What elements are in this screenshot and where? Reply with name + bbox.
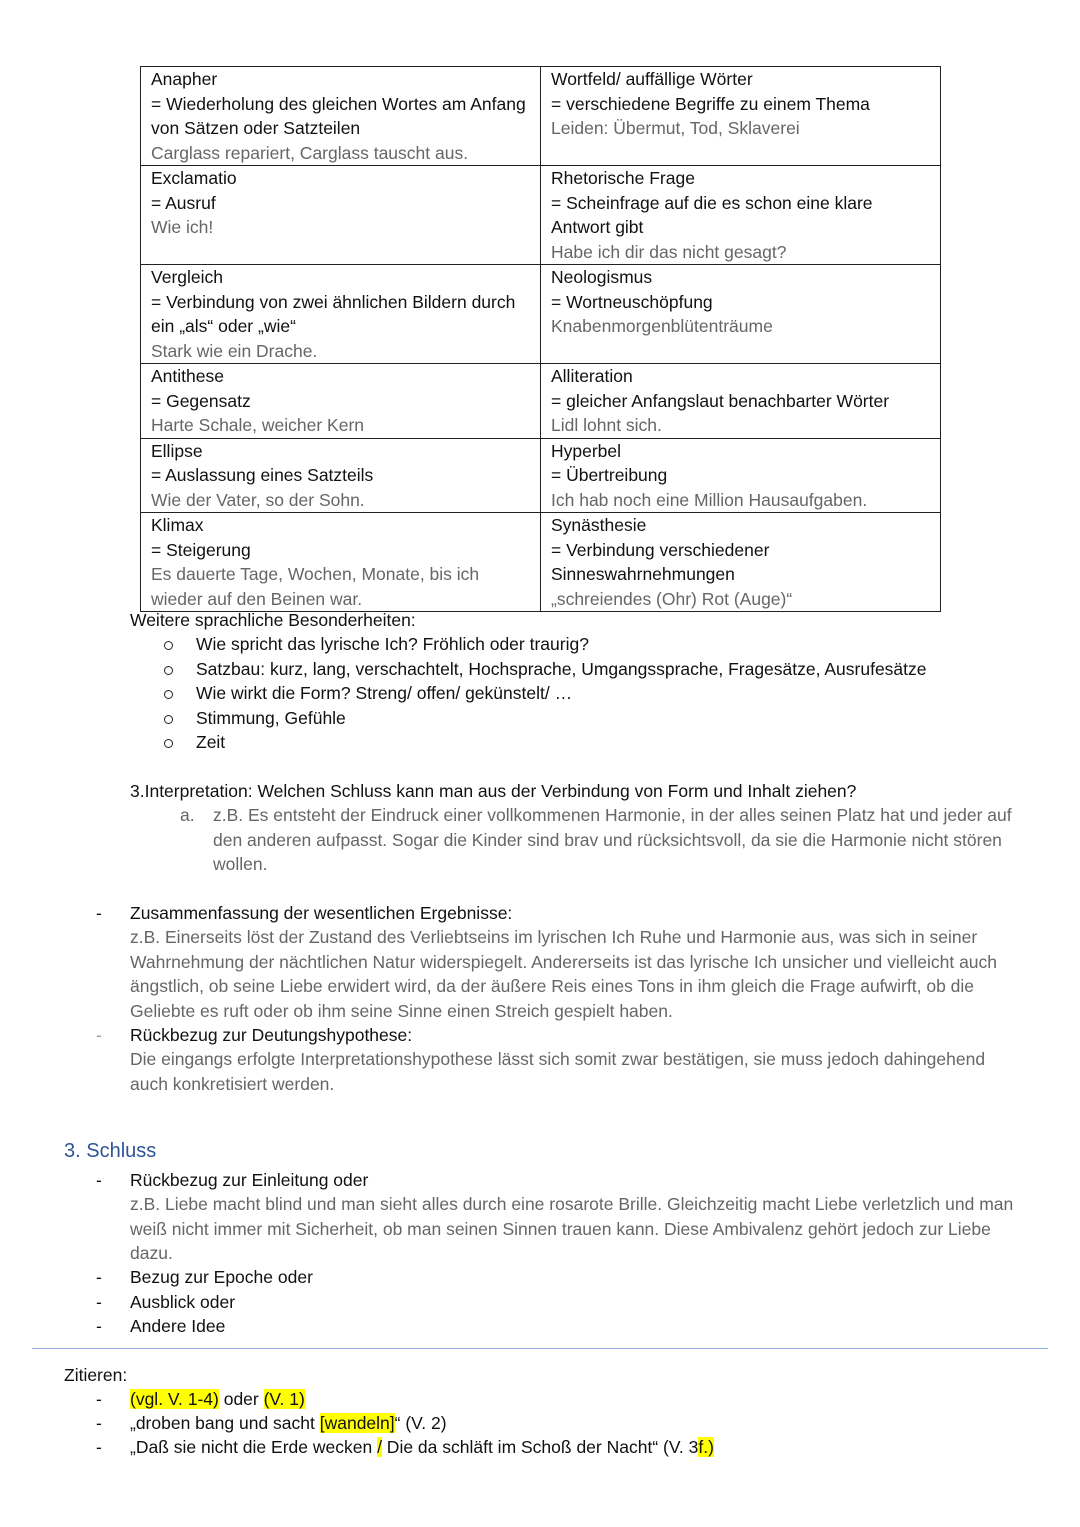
- dash-bullet: -: [96, 903, 102, 923]
- further-feature-text: Wie spricht das lyrische Ich? Fröhlich oder traurig?: [196, 634, 589, 654]
- device-example: Wie der Vater, so der Sohn.: [151, 489, 365, 510]
- dash-bullet: -: [96, 1413, 102, 1433]
- citation-text: Die da schläft im Schoß der Nacht“ (V. 3: [381, 1437, 699, 1457]
- dash-bullet: -: [96, 1170, 102, 1190]
- citing-title: Zitieren:: [64, 1365, 128, 1385]
- device-term: Hyperbel: [551, 440, 622, 461]
- device-example: Wie ich!: [151, 217, 214, 237]
- dash-bullet: -: [96, 1025, 102, 1045]
- device-definition: = Verbindung verschiedener Sinneswahrnehmungen: [551, 539, 770, 584]
- citation-text: „Daß sie nicht die Erde wecken: [130, 1437, 378, 1457]
- conclusion-item: Bezug zur Epoche oder: [130, 1267, 313, 1287]
- highlighted-citation: (V. 1): [263, 1389, 305, 1409]
- device-cell: [541, 67, 941, 166]
- device-definition: = Wortneuschöpfung: [551, 291, 713, 312]
- device-definition: = Steigerung: [151, 539, 251, 560]
- device-definition: = Übertreibung: [551, 465, 668, 485]
- device-example: Knabenmorgenblütenträume: [551, 316, 773, 336]
- device-cell: [141, 364, 541, 439]
- further-features-title: Weitere sprachliche Besonderheiten:: [130, 610, 416, 630]
- device-term: Alliteration: [551, 366, 633, 386]
- device-term: Wortfeld/ auffällige Wörter: [551, 69, 753, 89]
- device-definition: = Ausruf: [151, 192, 216, 213]
- device-row: [141, 438, 941, 513]
- conclusion-intro-title: Rückbezug zur Einleitung oder: [130, 1170, 369, 1190]
- device-definition: = Verbindung von zwei ähnlichen Bildern durch ein „als“ oder „wie“: [151, 291, 516, 336]
- device-term: Synästhesie: [551, 515, 647, 535]
- further-features-list: [160, 632, 927, 755]
- device-term: Anapher: [151, 69, 218, 89]
- circle-bullet-icon: [164, 690, 173, 699]
- interpretation-marker: a.: [180, 805, 195, 825]
- device-row: [141, 265, 941, 364]
- device-example: Leiden: Übermut, Tod, Sklaverei: [551, 118, 800, 138]
- further-feature-text: Stimmung, Gefühle: [196, 707, 346, 728]
- citation-example-1: [130, 1387, 1020, 1412]
- citation-text: “ (V. 2): [394, 1413, 447, 1433]
- device-cell: [541, 166, 941, 265]
- citation-example-3: [130, 1435, 1020, 1460]
- device-cell: [541, 364, 941, 439]
- device-term: Antithese: [151, 366, 224, 386]
- device-example: Stark wie ein Drache.: [151, 340, 318, 361]
- further-feature-item: [160, 706, 927, 731]
- dash-bullet: -: [96, 1437, 102, 1457]
- device-definition: = verschiedene Begriffe zu einem Thema: [551, 93, 870, 114]
- device-example: „schreiendes (Ohr) Rot (Auge)“: [551, 588, 793, 609]
- conclusion-item: Andere Idee: [130, 1316, 226, 1336]
- stylistic-devices-table: [140, 66, 941, 612]
- citation-example-2: [130, 1411, 1020, 1436]
- device-definition: = Wiederholung des gleichen Wortes am Anfang von Sätzen oder Satzteilen: [151, 93, 526, 138]
- highlighted-citation: (vgl. V. 1-4): [130, 1389, 219, 1409]
- citation-text: „droben bang und sacht: [130, 1413, 320, 1433]
- device-example: Carglass repariert, Carglass tauscht aus.: [151, 142, 469, 163]
- device-example: Ich hab noch eine Million Hausaufgaben.: [551, 489, 868, 510]
- further-feature-item: [160, 681, 927, 706]
- device-cell: [141, 265, 541, 364]
- dash-bullet: -: [96, 1292, 102, 1312]
- device-term: Klimax: [151, 515, 204, 535]
- device-definition: = Auslassung eines Satzteils: [151, 465, 374, 485]
- device-cell: [141, 166, 541, 265]
- device-example: Habe ich dir das nicht gesagt?: [551, 241, 787, 262]
- citation-text: oder: [218, 1389, 264, 1409]
- interpretation-heading: 3.Interpretation: Welchen Schluss kann man aus der Verbindung von Form und Inhalt ziehen?: [130, 781, 857, 801]
- device-cell: [541, 438, 941, 513]
- summary-title: Zusammenfassung der wesentlichen Ergebnisse:: [130, 903, 513, 923]
- conclusion-intro-text: z.B. Liebe macht blind und man sieht alles durch eine rosarote Brille. Gleichzeitig macht Liebe verletzlich und man weiß nicht immer mit Sicherheit, ob man seinen Sinnen trauen kann. Diese Ambivalenz gehört jedoch zur Liebe dazu.: [130, 1194, 1014, 1263]
- circle-bullet-icon: [164, 666, 173, 675]
- dash-bullet: -: [96, 1389, 102, 1409]
- device-cell: [141, 513, 541, 612]
- device-row: [141, 166, 941, 265]
- conclusion-item: Ausblick oder: [130, 1292, 236, 1312]
- device-cell: [541, 265, 941, 364]
- device-row: [141, 364, 941, 439]
- further-feature-text: Wie wirkt die Form? Streng/ offen/ gekünstelt/ …: [196, 683, 573, 703]
- device-term: Neologismus: [551, 267, 653, 287]
- further-feature-item: [160, 730, 927, 755]
- further-feature-text: Zeit: [196, 732, 226, 752]
- device-row: [141, 513, 941, 612]
- summary-text: z.B. Einerseits löst der Zustand des Verliebtseins im lyrischen Ich Ruhe und Harmonie aus, was sich in seiner Wahrnehmung der nächtlichen Natur widerspiegelt. Andererseits ist das lyrische Ich unsicher und vielleicht auch ängstlich, ob seine Liebe erwidert wird, da der äußere Reis eines Tons in ihm gleich die Frage aufwirft, ob die Geliebte es ruft oder ob ihm seine Sinne einen Streich gespielt haben.: [130, 927, 998, 1021]
- device-definition: = gleicher Anfangslaut benachbarter Wörter: [551, 390, 890, 411]
- highlighted-change: [wandeln]: [319, 1413, 395, 1433]
- device-cell: [141, 438, 541, 513]
- hypothesis-text: Die eingangs erfolgte Interpretationshypothese lässt sich somit zwar bestätigen, sie muss jedoch dahingehend auch konkretisiert werden.: [130, 1049, 986, 1094]
- interpretation-text: z.B. Es entsteht der Eindruck einer vollkommenen Harmonie, in der alles seinen Platz hat und jeder auf den anderen aufpasst. Sogar die Kinder sind brav und rücksichtsvoll, da sie die Harmonie nicht stören wollen.: [213, 805, 1012, 874]
- device-term: Rhetorische Frage: [551, 168, 695, 188]
- horizontal-divider: [32, 1348, 1048, 1349]
- further-feature-item: [160, 657, 927, 682]
- device-term: Vergleich: [151, 267, 223, 287]
- device-cell: [141, 67, 541, 166]
- device-row: [141, 67, 941, 166]
- circle-bullet-icon: [164, 739, 173, 748]
- device-cell: [541, 513, 941, 612]
- highlighted-verse-suffix: f.): [698, 1437, 714, 1457]
- highlighted-slash: /: [377, 1437, 382, 1457]
- dash-bullet: -: [96, 1267, 102, 1287]
- device-term: Exclamatio: [151, 168, 237, 188]
- circle-bullet-icon: [164, 641, 173, 650]
- device-term: Ellipse: [151, 440, 203, 461]
- further-feature-text: Satzbau: kurz, lang, verschachtelt, Hochsprache, Umgangssprache, Fragesätze, Ausrufesätze: [196, 658, 927, 679]
- device-example: Lidl lohnt sich.: [551, 415, 662, 435]
- device-definition: = Gegensatz: [151, 390, 251, 411]
- device-example: Es dauerte Tage, Wochen, Monate, bis ich wieder auf den Beinen war.: [151, 564, 480, 609]
- conclusion-heading: 3. Schluss: [64, 1140, 157, 1162]
- further-feature-item: [160, 632, 927, 657]
- device-example: Harte Schale, weicher Kern: [151, 415, 365, 435]
- circle-bullet-icon: [164, 715, 173, 724]
- device-definition: = Scheinfrage auf die es schon eine klare Antwort gibt: [551, 192, 873, 237]
- hypothesis-title: Rückbezug zur Deutungshypothese:: [130, 1025, 413, 1045]
- dash-bullet: -: [96, 1316, 102, 1336]
